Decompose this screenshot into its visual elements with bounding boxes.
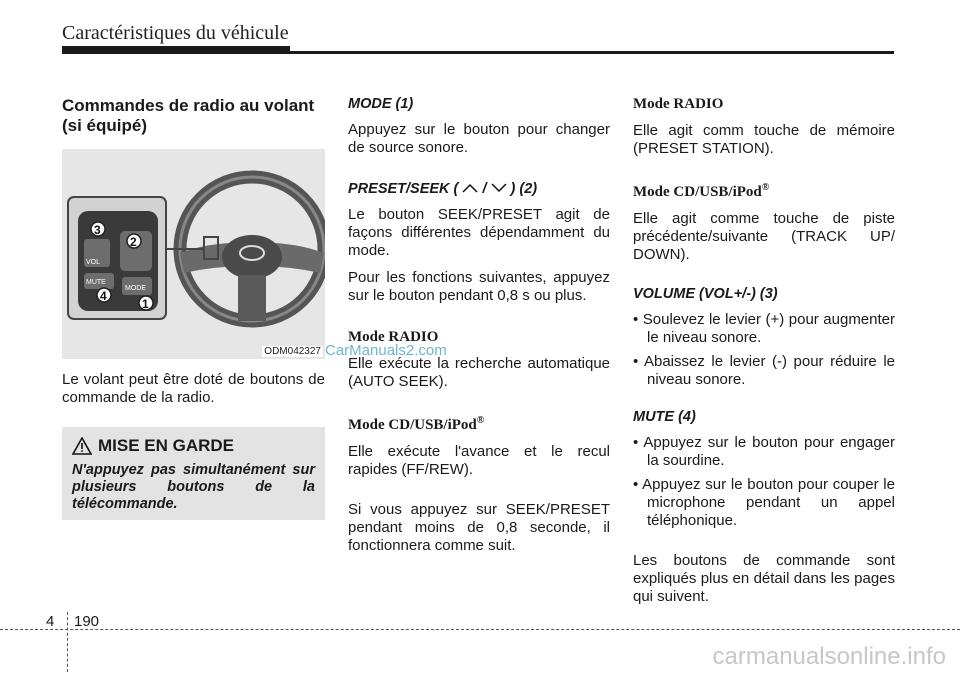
registered-mark: ® <box>476 415 485 426</box>
registered-mark-2: ® <box>761 182 770 193</box>
cd-mode-text: Elle exécute l'avance et le recul rapides (FF/REW). <box>348 443 610 478</box>
seek-text-2: Pour les fonctions suivantes, appuyez sur le bouton pendant 0,8 s ou plus. <box>348 269 610 304</box>
volume-bullet-1: • Soulevez le levier (+) pour augmenter le niveau sonore. <box>633 311 895 346</box>
warning-box <box>62 427 325 520</box>
column-2 <box>348 96 610 564</box>
cd-mode-head-2: Mode CD/USB/iPod® <box>633 182 770 200</box>
warning-title-text: MISE EN GARDE <box>98 436 235 455</box>
fig-label-mode: MODE <box>125 285 146 292</box>
radio-mode-text-2: Elle agit comm touche de mémoire (PRESET STATION). <box>633 122 895 157</box>
seek-title-sep: / <box>482 181 487 197</box>
callout-3: 3 <box>94 223 101 237</box>
fig-label-vol: VOL <box>86 259 101 266</box>
warning-title <box>72 436 315 456</box>
mode-title: MODE (1) <box>348 96 414 112</box>
mute-bullet-2: • Appuyez sur le bouton pour couper le microphone pendant un appel téléphonique. <box>633 476 895 529</box>
footer-rule <box>0 629 960 630</box>
cd-mode-text-2: Elle agit comme touche de piste précédente/suivante (TRACK UP/ DOWN). <box>633 210 895 263</box>
header-rule <box>62 51 894 54</box>
intro-text: Le volant peut être doté de boutons de commande de la radio. <box>62 371 325 406</box>
steering-wheel-figure <box>62 149 325 359</box>
section-title: Commandes de radio au volant (si équipé) <box>62 96 315 135</box>
volume-title: VOLUME (VOL+/-) (3) <box>633 286 778 302</box>
warning-triangle-icon <box>72 437 92 455</box>
footer-watermark: carmanualsonline.info <box>712 643 946 670</box>
column-3 <box>633 96 895 615</box>
seek-title <box>348 181 610 197</box>
seek-title-prefix: PRESET/SEEK ( <box>348 181 459 197</box>
short-press-text: Si vous appuyez sur SEEK/PRESET pendant moins de 0,8 seconde, il fonctionnera comme suit. <box>348 501 610 554</box>
warning-text: N'appuyez pas simultanément sur plusieurs boutons de la télécommande. <box>72 462 315 512</box>
fig-label-mute: MUTE <box>86 279 106 286</box>
outro-text: Les boutons de commande sont expliqués plus en détail dans les pages qui suivent. <box>633 552 895 605</box>
mode-text: Appuyez sur le bouton pour changer de source sonore. <box>348 121 610 156</box>
page-number: 190 <box>74 613 100 630</box>
cd-mode-head: Mode CD/USB/iPod® <box>348 415 485 433</box>
volume-bullet-2: • Abaissez le levier (-) pour réduire le niveau sonore. <box>633 353 895 388</box>
chevron-down-icon <box>491 183 507 193</box>
callout-4: 4 <box>100 289 107 303</box>
watermark-text: CarManuals2.com <box>325 342 447 359</box>
page-header-title: Caractéristiques du véhicule <box>62 22 289 44</box>
radio-mode-text: Elle exécute la recherche automatique (AUTO SEEK). <box>348 355 610 390</box>
callout-2: 2 <box>130 235 137 249</box>
chevron-up-icon <box>462 183 478 193</box>
column-1 <box>62 96 325 520</box>
steering-wheel-illustration <box>62 149 325 359</box>
mute-bullet-1: • Appuyez sur le bouton pour engager la sourdine. <box>633 434 895 469</box>
callout-1: 1 <box>142 297 149 311</box>
chapter-number: 4 <box>46 613 55 630</box>
seek-text: Le bouton SEEK/PRESET agit de façons différentes dépendamment du mode. <box>348 206 610 259</box>
seek-title-suffix: ) (2) <box>510 181 538 197</box>
figure-caption: ODM042327 <box>264 346 321 357</box>
radio-mode-head: Mode RADIO <box>348 329 439 345</box>
footer-divider <box>67 612 68 672</box>
radio-mode-head-2: Mode RADIO <box>633 96 724 112</box>
mute-title: MUTE (4) <box>633 409 696 425</box>
